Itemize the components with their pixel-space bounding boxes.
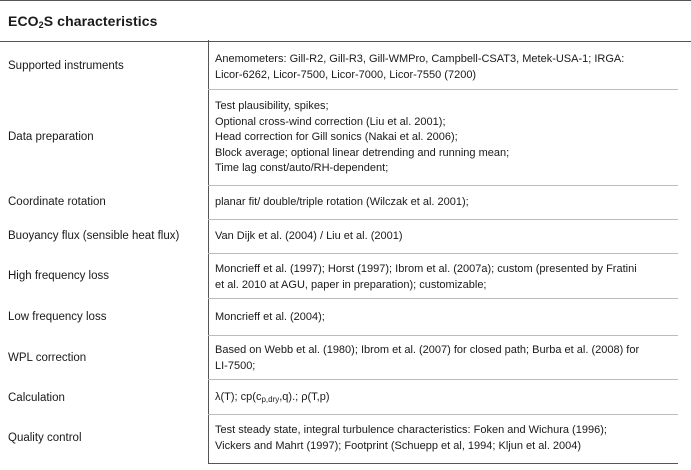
row-separator <box>208 219 678 220</box>
row-value-high-frequency-loss <box>215 262 680 293</box>
row-value-quality-control <box>215 423 680 454</box>
value-line <box>215 390 680 408</box>
row-value-data-preparation <box>215 99 680 177</box>
value-line: Optional cross-wind correction (Liu et al. 2001); <box>215 115 446 128</box>
calc-subscript: p,dry <box>261 395 280 404</box>
row-label-quality-control: Quality control <box>8 432 82 444</box>
title-subscript: 2 <box>38 20 44 30</box>
row-separator <box>208 379 678 380</box>
value-line: LI-7500; <box>215 359 256 372</box>
row-value-supported-instruments <box>215 52 680 83</box>
value-line: et al. 2010 at AGU, paper in preparation); customizable; <box>215 278 487 291</box>
value-line: Vickers and Mahrt (1997); Footprint (Schuepp et al, 1994; Kljun et al. 2004) <box>215 439 582 452</box>
row-separator <box>208 185 678 186</box>
row-separator <box>208 89 678 90</box>
row-label-supported-instruments: Supported instruments <box>8 60 124 72</box>
title-suffix: S characteristics <box>43 13 158 29</box>
value-line: Moncrieff et al. (2004); <box>215 311 325 323</box>
column-divider <box>208 40 209 464</box>
title-prefix: ECO <box>8 13 39 29</box>
value-line: Block average; optional linear detrending and running mean; <box>215 146 510 159</box>
value-line: Licor-6262, Licor-7500, Licor-7000, Licor-7550 (7200) <box>215 68 477 81</box>
row-label-data-preparation: Data preparation <box>8 131 94 143</box>
row-separator <box>208 335 678 336</box>
row-value-calculation <box>215 390 680 408</box>
row-value-wpl-correction <box>215 343 680 374</box>
row-separator <box>208 298 678 299</box>
value-line: Time lag const/auto/RH-dependent; <box>215 162 389 174</box>
row-value-buoyancy-flux <box>215 229 680 245</box>
value-line: Moncrieff et al. (1997); Horst (1997); Ibrom et al. (2007a); custom (presented by Fratini <box>215 263 637 275</box>
value-line: Van Dijk et al. (2004) / Liu et al. (2001) <box>215 230 403 242</box>
row-value-low-frequency-loss <box>215 310 680 326</box>
value-line: Head correction for Gill sonics (Nakai et al. 2006); <box>215 131 458 143</box>
table-bottom-border <box>208 463 678 464</box>
value-line: Based on Webb et al. (1980); Ibrom et al. (2007) for closed path; Burba et al. (2008) for <box>215 344 640 356</box>
row-label-low-frequency-loss: Low frequency loss <box>8 311 107 323</box>
row-value-coordinate-rotation <box>215 195 680 211</box>
calc-part-b: ,q).; ρ(T,p) <box>279 391 330 403</box>
value-line: Test plausibility, spikes; <box>215 100 329 112</box>
row-label-coordinate-rotation: Coordinate rotation <box>8 196 106 208</box>
row-label-calculation: Calculation <box>8 392 65 404</box>
page-title <box>8 13 158 30</box>
row-label-high-frequency-loss: High frequency loss <box>8 270 109 282</box>
value-line: Test steady state, integral turbulence characteristics: Foken and Wichura (1996); <box>215 424 607 436</box>
row-label-wpl-correction: WPL correction <box>8 352 87 364</box>
row-separator <box>208 253 678 254</box>
row-separator <box>208 414 678 415</box>
calc-part-a: λ(T); cp(c <box>215 391 262 403</box>
row-label-buoyancy-flux: Buoyancy flux (sensible heat flux) <box>8 230 180 242</box>
value-line: Anemometers: Gill-R2, Gill-R3, Gill-WMPro, Campbell-CSAT3, Metek-USA-1; IRGA: <box>215 53 625 65</box>
title-row <box>0 0 691 42</box>
value-line: planar fit/ double/triple rotation (Wilczak et al. 2001); <box>215 196 469 208</box>
